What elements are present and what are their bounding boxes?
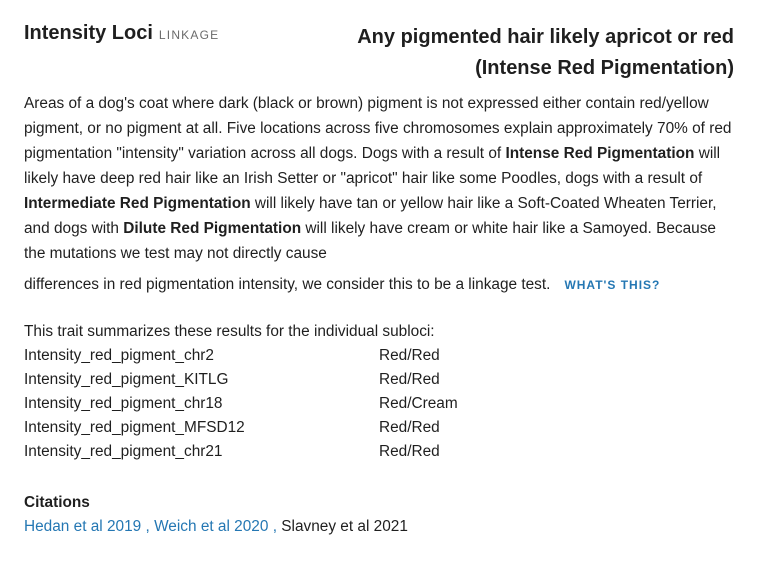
subloci-intro: This trait summarizes these results for the individual subloci: <box>24 323 435 340</box>
sublocus-value: Red/Red <box>379 443 440 460</box>
desc-text-3: will likely have tan or yellow hair like a Soft-Coated Wheaten Terrier, and dogs with <box>24 195 717 237</box>
desc-last-line <box>24 272 736 298</box>
sublocus-name: Intensity_red_pigment_chr21 <box>24 443 223 460</box>
sublocus-value: Red/Red <box>379 347 440 364</box>
citation-slavney: Slavney et al 2021 <box>281 518 408 535</box>
result-line-1: Any pigmented hair likely apricot or red <box>357 26 734 48</box>
whats-this-link[interactable]: WHAT'S THIS? <box>564 278 661 292</box>
desc-text-4: will likely have cream or white hair like a Samoyed. Because the mutations we test may not directly cause <box>24 220 716 262</box>
sublocus-row <box>24 368 458 392</box>
sublocus-row <box>24 344 458 368</box>
sublocus-name: Intensity_red_pigment_chr2 <box>24 347 214 364</box>
desc-text-1: Areas of a dog's coat where dark (black or brown) pigment is not expressed either contain red/yellow pigment, or no pigment at all. Five locations across five chromosomes explain approximately 70% of red pigmentation "intensity" variation across all dogs. Dogs with a result of <box>24 95 732 162</box>
sublocus-row <box>24 440 458 464</box>
trait-description <box>24 91 736 298</box>
sublocus-row <box>24 416 458 440</box>
sublocus-value: Red/Cream <box>379 395 458 412</box>
citations-heading: Citations <box>24 494 90 511</box>
result-line-2: (Intense Red Pigmentation) <box>475 57 734 79</box>
desc-text-5: differences in red pigmentation intensity, we consider this to be a linkage test. <box>24 276 551 293</box>
desc-bold-dilute: Dilute Red Pigmentation <box>123 220 302 237</box>
sublocus-name: Intensity_red_pigment_KITLG <box>24 371 229 388</box>
citations-list <box>24 518 408 536</box>
sublocus-value: Red/Red <box>379 371 440 388</box>
trait-result <box>314 22 734 84</box>
subloci-section <box>24 320 458 464</box>
desc-bold-intermediate: Intermediate Red Pigmentation <box>24 195 251 212</box>
trait-name: Intensity Loci <box>24 22 153 44</box>
citation-link-weich[interactable]: Weich et al 2020 <box>154 518 269 535</box>
sublocus-value: Red/Red <box>379 419 440 436</box>
trait-title <box>24 22 219 45</box>
desc-text-2: will likely have deep red hair like an Irish Setter or "apricot" hair like some Poodles, dogs with a result of <box>24 145 721 187</box>
citation-separator: , <box>141 518 155 535</box>
linkage-tag: LINKAGE <box>158 28 220 42</box>
citation-link-hedan[interactable]: Hedan et al 2019 <box>24 518 142 535</box>
sublocus-name: Intensity_red_pigment_chr18 <box>24 395 223 412</box>
sublocus-row <box>24 392 458 416</box>
desc-bold-intense: Intense Red Pigmentation <box>505 145 695 162</box>
sublocus-name: Intensity_red_pigment_MFSD12 <box>24 419 245 436</box>
citation-separator: , <box>268 518 282 535</box>
